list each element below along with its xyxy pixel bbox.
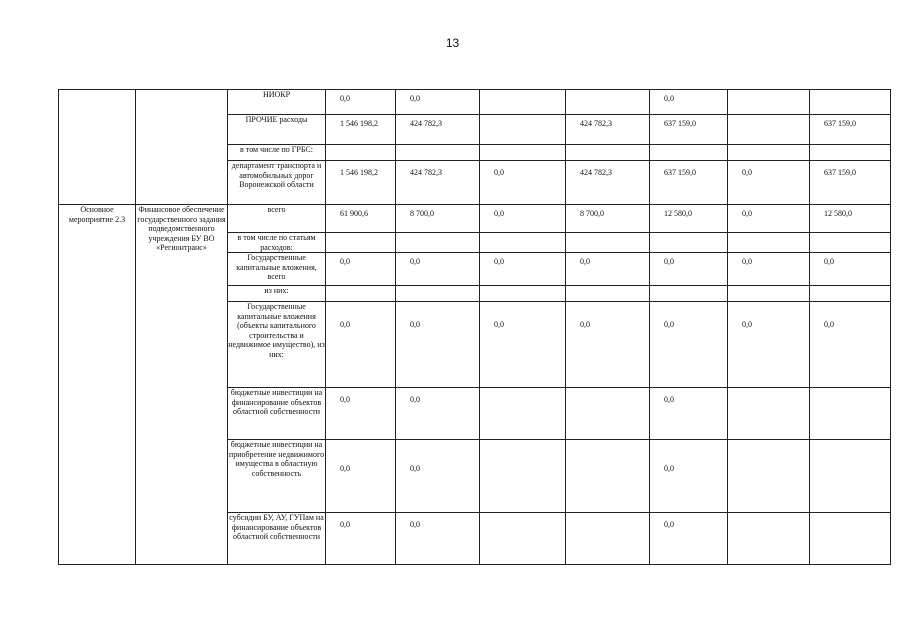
value-text <box>480 145 565 149</box>
value-cell <box>728 161 810 205</box>
value-text: 0,0 <box>742 209 752 218</box>
value-cell <box>396 253 480 286</box>
value-cell <box>396 513 480 565</box>
value-text <box>396 233 479 237</box>
value-text <box>480 513 565 520</box>
value-text <box>566 233 649 237</box>
value-cell <box>566 513 650 565</box>
value-cell <box>810 302 891 388</box>
value-text <box>650 286 727 290</box>
value-cell <box>650 233 728 253</box>
value-text <box>480 388 565 395</box>
value-cell <box>810 90 891 115</box>
value-text: 0,0 <box>410 520 420 529</box>
value-cell <box>326 286 396 302</box>
value-text <box>728 90 809 94</box>
value-cell <box>326 205 396 233</box>
value-cell <box>326 302 396 388</box>
value-cell <box>480 145 566 161</box>
value-cell <box>396 286 480 302</box>
value-cell <box>728 115 810 145</box>
value-cell <box>728 253 810 286</box>
value-text <box>566 388 649 395</box>
value-text: 12 580,0 <box>824 209 852 218</box>
value-text: 0,0 <box>340 257 350 266</box>
value-cell <box>810 388 891 440</box>
value-cell <box>396 115 480 145</box>
value-cell <box>566 253 650 286</box>
funding-source-cell: субсидии БУ, АУ, ГУПам на финансирование объектов областной собственности <box>228 513 326 565</box>
value-cell <box>566 115 650 145</box>
value-cell <box>728 440 810 513</box>
value-text <box>728 388 809 395</box>
value-cell <box>810 513 891 565</box>
value-text <box>728 145 809 149</box>
value-cell <box>396 388 480 440</box>
value-text <box>728 233 809 237</box>
value-text: 424 782,3 <box>410 168 442 177</box>
value-text: 0,0 <box>410 257 420 266</box>
value-cell <box>566 233 650 253</box>
funding-source-cell: Государственные капитальные вложения (объекты капитального строительства и недвижимое имущество), из них: <box>228 302 326 388</box>
value-text: 424 782,3 <box>410 119 442 128</box>
value-cell <box>650 388 728 440</box>
value-text: 0,0 <box>664 257 674 266</box>
value-cell <box>396 90 480 115</box>
value-cell <box>810 253 891 286</box>
value-cell <box>566 388 650 440</box>
value-cell <box>566 286 650 302</box>
value-text <box>326 145 395 149</box>
value-text <box>728 513 809 520</box>
value-cell <box>650 286 728 302</box>
value-text <box>326 286 395 290</box>
value-text: 8 700,0 <box>410 209 434 218</box>
value-cell <box>650 161 728 205</box>
value-text: 0,0 <box>664 520 674 529</box>
value-text <box>728 286 809 290</box>
value-cell <box>396 145 480 161</box>
value-cell <box>326 388 396 440</box>
value-text <box>728 115 809 119</box>
funding-source-cell: из них: <box>228 286 326 302</box>
blank-cell-left <box>59 90 136 205</box>
budget-table <box>58 89 891 565</box>
value-text: 1 546 198,2 <box>340 168 378 177</box>
value-cell <box>480 233 566 253</box>
value-cell <box>566 302 650 388</box>
value-text <box>650 145 727 149</box>
value-cell <box>396 440 480 513</box>
value-text: 0,0 <box>340 464 350 473</box>
value-text: 61 900,6 <box>340 209 368 218</box>
value-cell <box>650 440 728 513</box>
value-cell <box>396 205 480 233</box>
value-cell <box>326 161 396 205</box>
value-cell <box>566 205 650 233</box>
value-cell <box>728 145 810 161</box>
value-text: 0,0 <box>742 168 752 177</box>
value-cell <box>650 145 728 161</box>
value-cell <box>396 233 480 253</box>
value-cell <box>650 115 728 145</box>
value-text <box>810 440 890 464</box>
value-text: 0,0 <box>580 257 590 266</box>
value-text: 0,0 <box>340 395 350 404</box>
value-text <box>566 286 649 290</box>
value-cell <box>810 145 891 161</box>
value-cell <box>650 513 728 565</box>
value-cell <box>650 302 728 388</box>
value-text <box>810 233 890 237</box>
value-text: 424 782,3 <box>580 168 612 177</box>
value-cell <box>728 233 810 253</box>
value-cell <box>810 115 891 145</box>
value-cell <box>480 440 566 513</box>
value-text: 637 159,0 <box>824 119 856 128</box>
value-text: 0,0 <box>664 464 674 473</box>
value-text: 637 159,0 <box>664 168 696 177</box>
value-cell <box>480 161 566 205</box>
value-cell <box>326 145 396 161</box>
value-cell <box>650 90 728 115</box>
value-cell <box>728 90 810 115</box>
funding-source-cell: ПРОЧИЕ расходы <box>228 115 326 145</box>
value-text <box>566 513 649 520</box>
value-text: 0,0 <box>664 320 674 329</box>
value-text: 0,0 <box>664 395 674 404</box>
value-text: 0,0 <box>742 320 752 329</box>
value-text: 0,0 <box>664 94 674 103</box>
funding-source-cell: всего <box>228 205 326 233</box>
value-text <box>566 90 649 94</box>
value-text: 0,0 <box>494 257 504 266</box>
value-cell <box>396 302 480 388</box>
value-cell <box>480 286 566 302</box>
value-text: 0,0 <box>340 320 350 329</box>
value-cell <box>810 286 891 302</box>
page-number: 13 <box>445 36 460 50</box>
value-text: 8 700,0 <box>580 209 604 218</box>
value-text: 424 782,3 <box>580 119 612 128</box>
value-text: 0,0 <box>494 320 504 329</box>
value-text <box>326 233 395 237</box>
value-text <box>810 145 890 149</box>
value-text <box>810 90 890 94</box>
value-cell <box>728 302 810 388</box>
value-text: 0,0 <box>824 320 834 329</box>
value-text: 637 159,0 <box>664 119 696 128</box>
value-text: 0,0 <box>410 94 420 103</box>
value-text: 0,0 <box>742 257 752 266</box>
value-cell <box>480 253 566 286</box>
value-text <box>480 233 565 237</box>
value-text <box>810 513 890 520</box>
activity-label: Основное мероприятие 2.3 <box>59 205 136 565</box>
value-cell <box>810 161 891 205</box>
value-text <box>810 286 890 290</box>
value-cell <box>480 90 566 115</box>
value-cell <box>728 286 810 302</box>
value-text: 0,0 <box>494 168 504 177</box>
value-cell <box>326 115 396 145</box>
value-cell <box>326 90 396 115</box>
value-cell <box>566 440 650 513</box>
value-cell <box>566 90 650 115</box>
value-cell <box>728 513 810 565</box>
value-text <box>566 440 649 464</box>
value-cell <box>326 513 396 565</box>
value-cell <box>728 205 810 233</box>
funding-source-cell: департамент транспорта и автомобильных дорог Воронежской области <box>228 161 326 205</box>
value-text: 0,0 <box>410 464 420 473</box>
value-cell <box>480 302 566 388</box>
value-cell <box>810 440 891 513</box>
value-text: 12 580,0 <box>664 209 692 218</box>
value-cell <box>326 233 396 253</box>
value-cell <box>810 205 891 233</box>
value-text: 0,0 <box>824 257 834 266</box>
value-text: 1 546 198,2 <box>340 119 378 128</box>
value-text: 637 159,0 <box>824 168 856 177</box>
value-text <box>480 115 565 119</box>
value-cell <box>480 388 566 440</box>
value-text <box>566 145 649 149</box>
value-cell <box>480 205 566 233</box>
value-text <box>728 440 809 464</box>
value-text: 0,0 <box>410 320 420 329</box>
value-text: 0,0 <box>340 520 350 529</box>
value-text: 0,0 <box>580 320 590 329</box>
table-row <box>59 205 891 233</box>
value-text: 0,0 <box>340 94 350 103</box>
funding-source-cell: в том числе по ГРБС: <box>228 145 326 161</box>
value-text <box>396 286 479 290</box>
value-cell <box>728 388 810 440</box>
funding-source-cell: Государственные капитальные вложения, всего <box>228 253 326 286</box>
value-cell <box>480 513 566 565</box>
value-text <box>396 145 479 149</box>
funding-source-cell: НИОКР <box>228 90 326 115</box>
value-text <box>810 388 890 395</box>
blank-cell-left-2 <box>136 90 228 205</box>
value-cell <box>650 253 728 286</box>
value-text: 0,0 <box>494 209 504 218</box>
value-cell <box>396 161 480 205</box>
funding-source-cell: бюджетные инвестиции на финансирование объектов областной собственности <box>228 388 326 440</box>
value-cell <box>650 205 728 233</box>
value-cell <box>326 440 396 513</box>
table-row <box>59 90 891 115</box>
value-text <box>480 90 565 94</box>
value-cell <box>480 115 566 145</box>
value-cell <box>810 233 891 253</box>
value-cell <box>566 161 650 205</box>
funding-source-cell: в том числе по статьям расходов: <box>228 233 326 253</box>
funding-source-cell: бюджетные инвестиции на приобретение недвижимого имущества в областную собственность <box>228 440 326 513</box>
value-text <box>480 286 565 290</box>
value-text <box>480 440 565 464</box>
activity-description: Финансовое обеспечение государственного задания подведомственного учреждения БУ ВО «Регионтранс» <box>136 205 228 565</box>
value-text: 0,0 <box>410 395 420 404</box>
value-cell <box>326 253 396 286</box>
value-cell <box>566 145 650 161</box>
value-text <box>650 233 727 237</box>
